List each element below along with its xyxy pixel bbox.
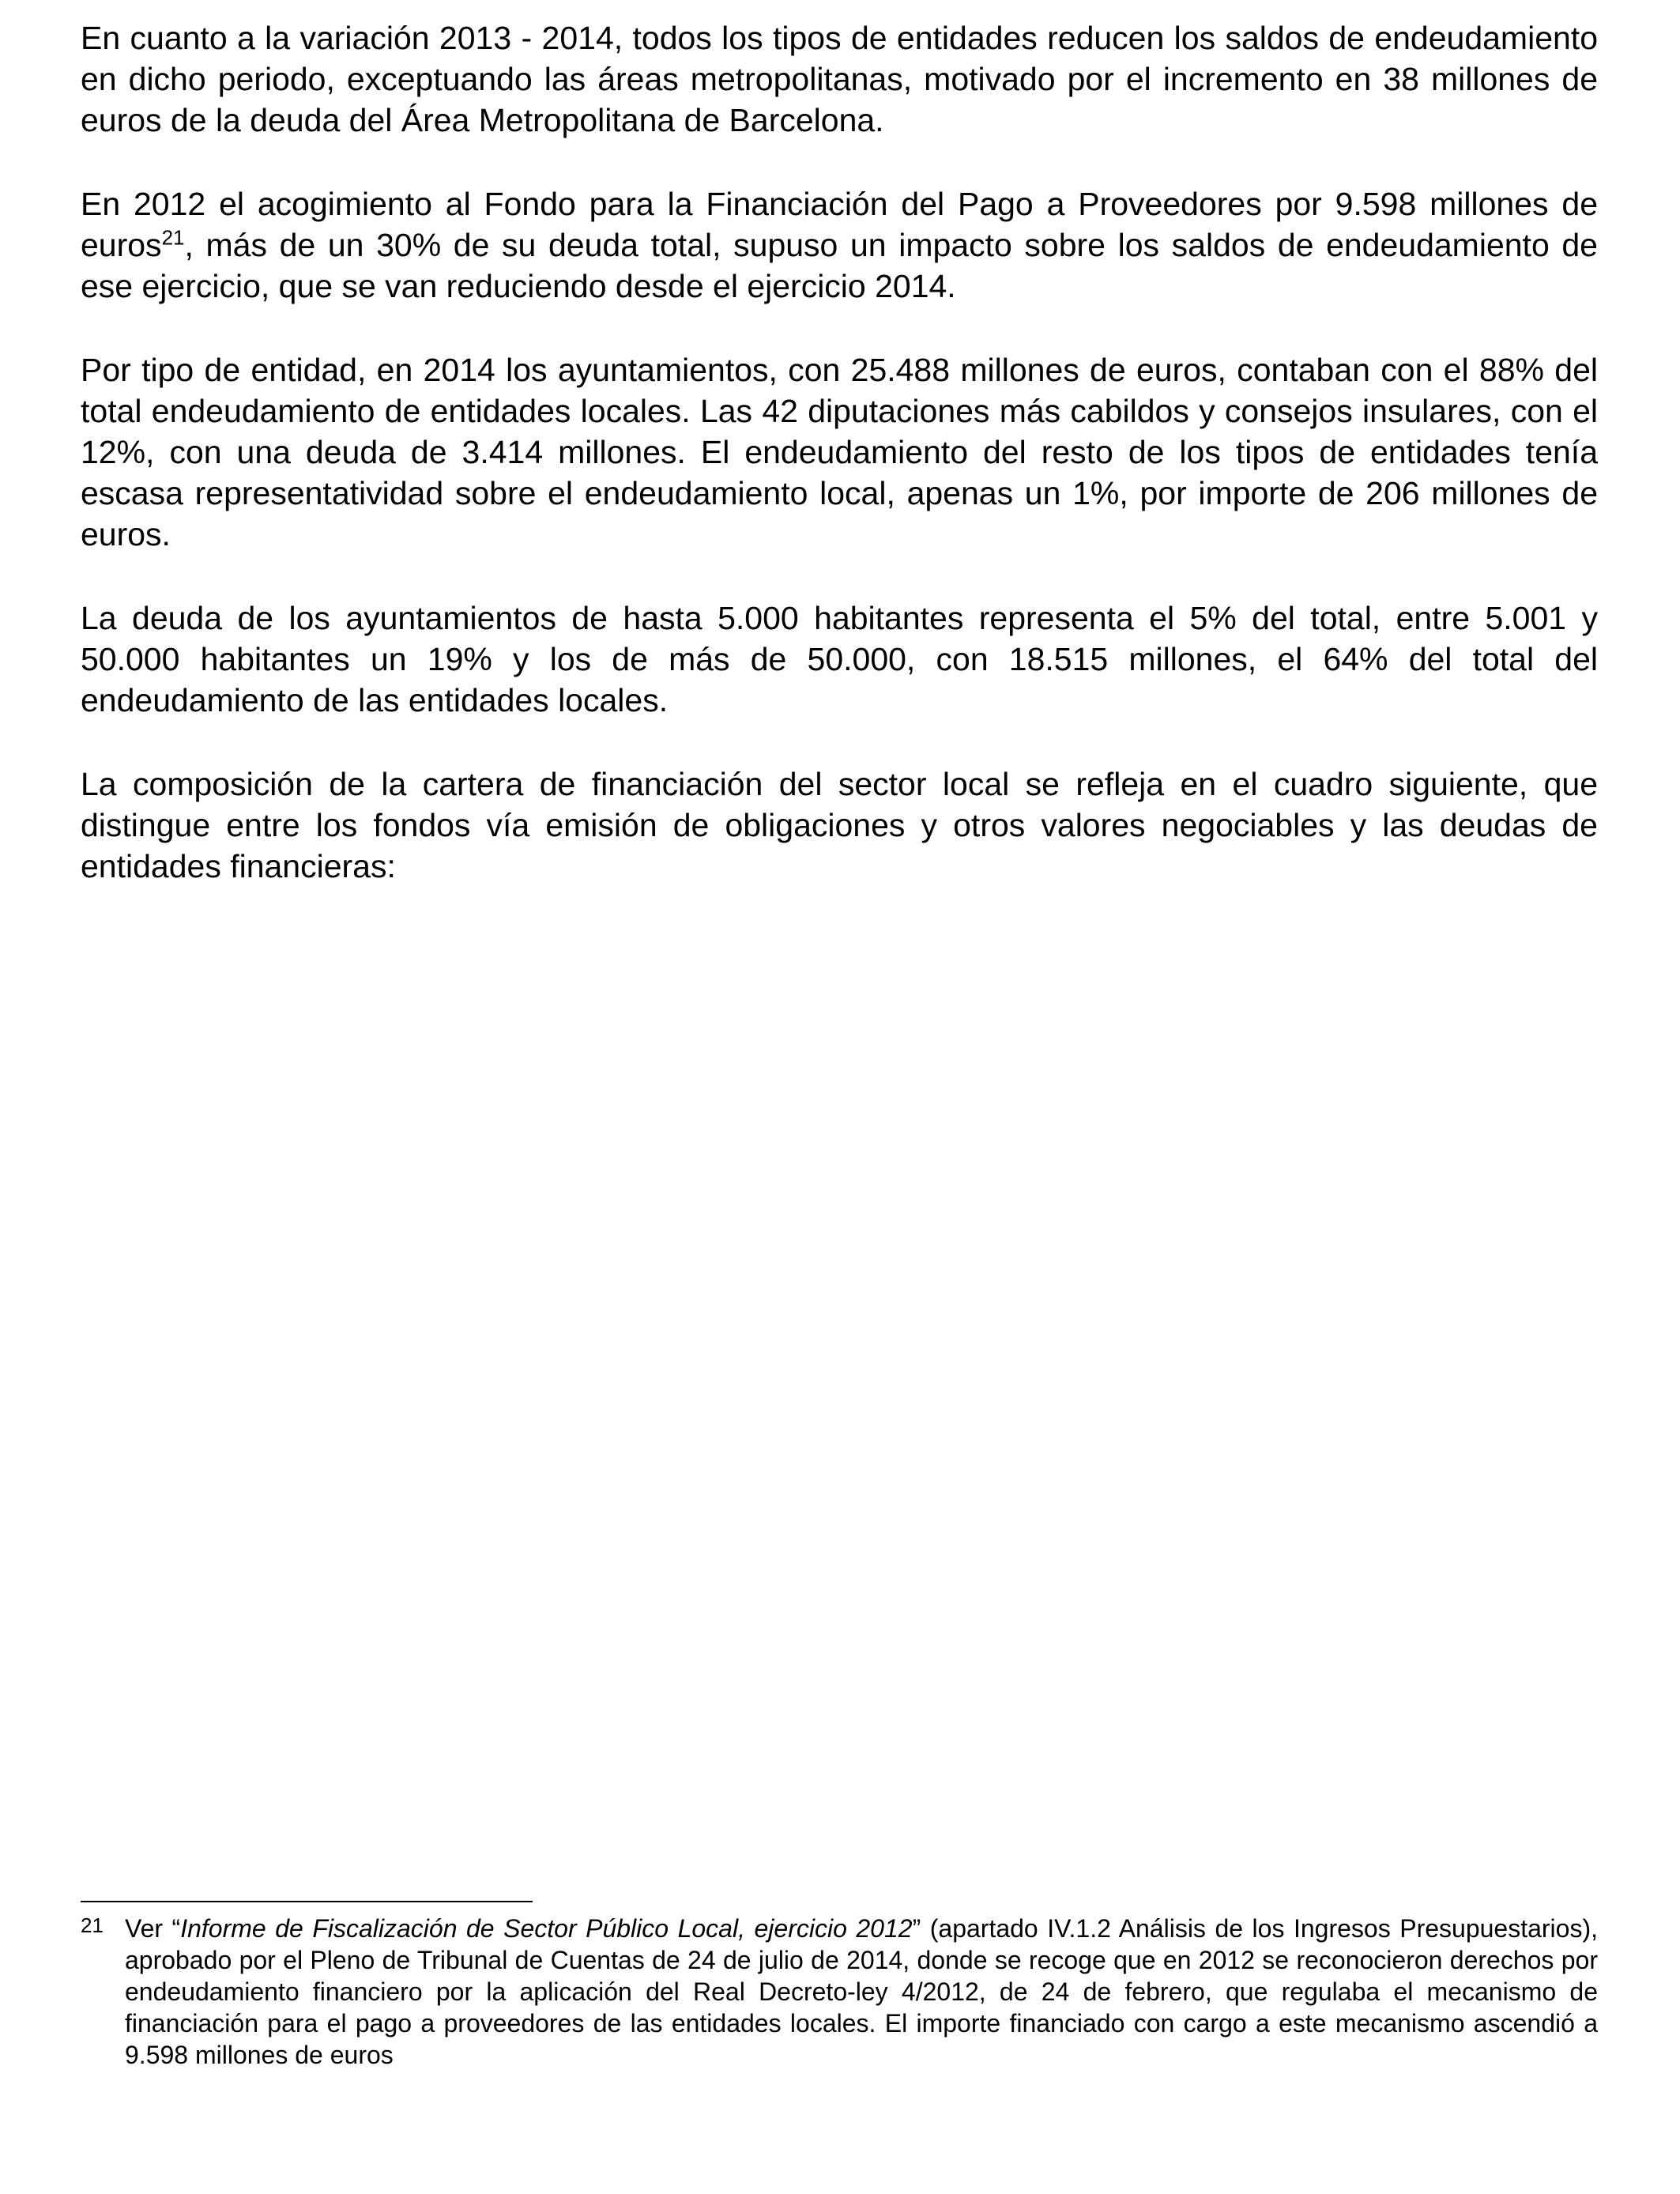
paragraph-text: En 2012 el acogimiento al Fondo para la Financiación del Pago a Proveedores por 9.598 millones de euros: [81, 186, 1598, 263]
footnote: [81, 1913, 1598, 2071]
paragraph-fondo-pago-proveedores: [81, 183, 1598, 307]
footnote-number: 21: [81, 1913, 104, 1937]
paragraph-deuda-ayuntamientos: La deuda de los ayuntamientos de hasta 5.000 habitantes representa el 5% del total, entre 5.001 y 50.000 habitantes un 19% y los de más de 50.000, con 18.515 millones, el 64% del total del endeudamiento de las entidades locales.: [81, 600, 1598, 718]
footnote-reference[interactable]: 21: [161, 225, 185, 250]
paragraph-text: , más de un 30% de su deuda total, supuso un impacto sobre los saldos de endeudamiento de ese ejercicio, que se van reduciendo desde el ejercicio 2014.: [81, 227, 1598, 304]
footnote-body: ” (apartado IV.1.2 Análisis de los Ingresos Presupuestarios), aprobado por el Pleno de Tribunal de Cuentas de 24 de julio de 2014, donde se recoge que en 2012 se reconocieron derechos por endeudamiento financiero por la aplicación del Real Decreto-ley 4/2012, de 24 de febrero, que regulaba el mecanismo de financiación para el pago a proveedores de las entidades locales. El importe financiado con cargo a este mecanismo ascendió a 9.598 millones de euros: [125, 1914, 1598, 2069]
footnote-report-title: Informe de Fiscalización de Sector Público Local, ejercicio 2012: [180, 1914, 913, 1943]
footnote-text: [125, 1913, 1598, 2071]
paragraph-variacion: En cuanto a la variación 2013 - 2014, todos los tipos de entidades reducen los saldos de endeudamiento en dicho periodo, exceptuando las áreas metropolitanas, motivado por el incremento en 38 millones de euros de la deuda del Área Metropolitana de Barcelona.: [81, 20, 1598, 138]
paragraph-tipo-entidad: Por tipo de entidad, en 2014 los ayuntamientos, con 25.488 millones de euros, contaban con el 88% del total endeudamiento de entidades locales. Las 42 diputaciones más cabildos y consejos insulares, con el 12%, con una deuda de 3.414 millones. El endeudamiento del resto de los tipos de entidades tenía escasa representatividad sobre el endeudamiento local, apenas un 1%, por importe de 206 millones de euros.: [81, 352, 1598, 552]
footnote-open: Ver “: [125, 1914, 181, 1943]
footnote-divider: [81, 1901, 533, 1902]
paragraph-composicion-cartera: La composición de la cartera de financiación del sector local se refleja en el cuadro siguiente, que distingue entre los fondos vía emisión de obligaciones y otros valores negociables y las deudas de entidades financieras:: [81, 766, 1598, 884]
page-body: [81, 17, 1598, 929]
